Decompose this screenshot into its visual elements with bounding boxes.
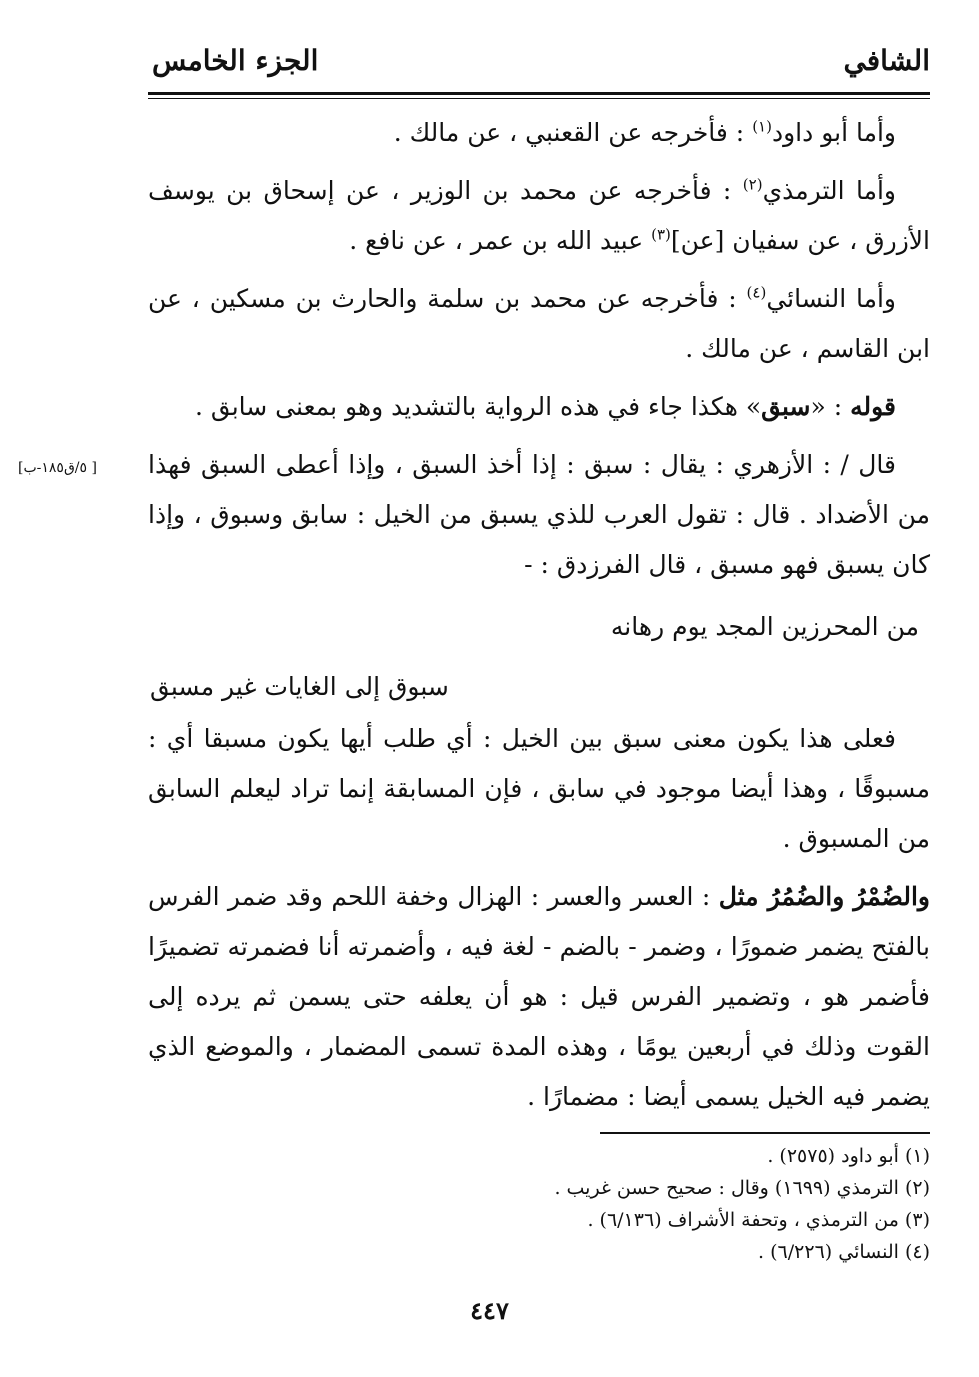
verse-line-1: من المحرزين المجد يوم رهانه bbox=[610, 612, 919, 641]
page-number: ٤٤٧ bbox=[470, 1296, 509, 1325]
text-run: » هكذا جاء في هذه الرواية بالتشديد وهو بمعنى سابق . bbox=[194, 392, 762, 421]
paragraph-tirmidhi bbox=[148, 166, 930, 266]
verse-line-2: سبوق إلى الغايات غير مسبق bbox=[150, 672, 449, 701]
paragraph-qawluhu bbox=[148, 382, 930, 432]
paragraph-nasai bbox=[148, 274, 930, 374]
header-rule-thin bbox=[148, 98, 930, 99]
paragraph-azhari: قال / : الأزهري : يقال : سبق : إذا أخذ السبق ، وإذا أعطى السبق فهذا من الأضداد . قال : تقول العرب للذي يسبق من الخيل : سابق وسبوق ، وإذا كان يسبق فهو مسبق ، قال الفرزدق : - bbox=[148, 450, 930, 579]
text-run: : « bbox=[810, 392, 851, 421]
footnote-2: (٢) الترمذي (١٦٩٩) وقال : صحيح حسن غريب . bbox=[554, 1177, 930, 1199]
book-title: الشافي bbox=[843, 44, 930, 77]
manuscript-margin-note: [ ٥/ق١٨٥-ب] bbox=[18, 460, 97, 476]
text-run: وأما الترمذي bbox=[762, 176, 896, 205]
bold-term: والضُمْرُ والضُمُرُ مثل bbox=[718, 882, 930, 911]
text-run: : فأخرجه عن محمد بن الوزير ، عن إسحاق بن يوسف الأزرق ، عن سفيان [عن] bbox=[148, 176, 930, 255]
paragraph-abu-dawud bbox=[148, 108, 930, 158]
paragraph-dumr bbox=[148, 872, 930, 1122]
text-run: : العسر والعسر : الهزال وخفة اللحم وقد ضمر الفرس بالفتح يضمر ضمورًا ، وضمر - بالضم - لغة فيه ، وأضمرته أنا فضمرته تضميرًا فأضمر هو ، وتضمير الفرس قيل : هو أن يعلفه حتى يسمن ثم يرده إلى القوت وذلك في أربعين يومًا ، وهذه المدة تسمى المضمار ، والموضع الذي يضمر فيه الخيل يسمى أيضا : مضمارًا . bbox=[148, 882, 930, 1111]
footnote-ref: (١) bbox=[752, 117, 772, 136]
paragraph-meaning: فعلى هذا يكون معنى سبق بين الخيل : أي طلب أيها يكون مسبقا أي : مسبوقًا ، وهذا أيضا موجود في سابق ، فإن المسابقة إنما تراد ليعلم السابق من المسبوق . bbox=[148, 724, 930, 853]
text-run: : فأخرجه عن محمد بن سلمة والحارث بن مسكين ، عن ابن القاسم ، عن مالك . bbox=[148, 284, 930, 363]
text-run: : فأخرجه عن القعنبي ، عن مالك . bbox=[393, 118, 753, 147]
footnotes bbox=[148, 1140, 930, 1268]
text-run: عبيد الله بن عمر ، عن نافع . bbox=[349, 226, 652, 255]
footnote-ref: (٤) bbox=[746, 283, 767, 302]
text-run: وأما النسائي bbox=[766, 284, 896, 313]
text-run: وأما أبو داود bbox=[771, 118, 896, 147]
volume-title: الجزء الخامس bbox=[152, 44, 319, 77]
page-header bbox=[148, 44, 930, 92]
header-rule-thick bbox=[148, 92, 930, 95]
footnote-3: (٣) من الترمذي ، وتحفة الأشراف (٦/١٣٦) . bbox=[587, 1209, 930, 1231]
bold-term: سبق bbox=[761, 392, 811, 421]
footnote-4: (٤) النسائي (٦/٢٢٦) . bbox=[758, 1241, 930, 1263]
footnote-separator bbox=[600, 1132, 930, 1134]
footnote-ref: (٢) bbox=[742, 175, 763, 194]
footnote-1: (١) أبو داود (٢٥٧٥) . bbox=[767, 1145, 930, 1167]
footnote-ref: (٣) bbox=[651, 225, 671, 244]
bold-term: قوله bbox=[850, 392, 896, 421]
